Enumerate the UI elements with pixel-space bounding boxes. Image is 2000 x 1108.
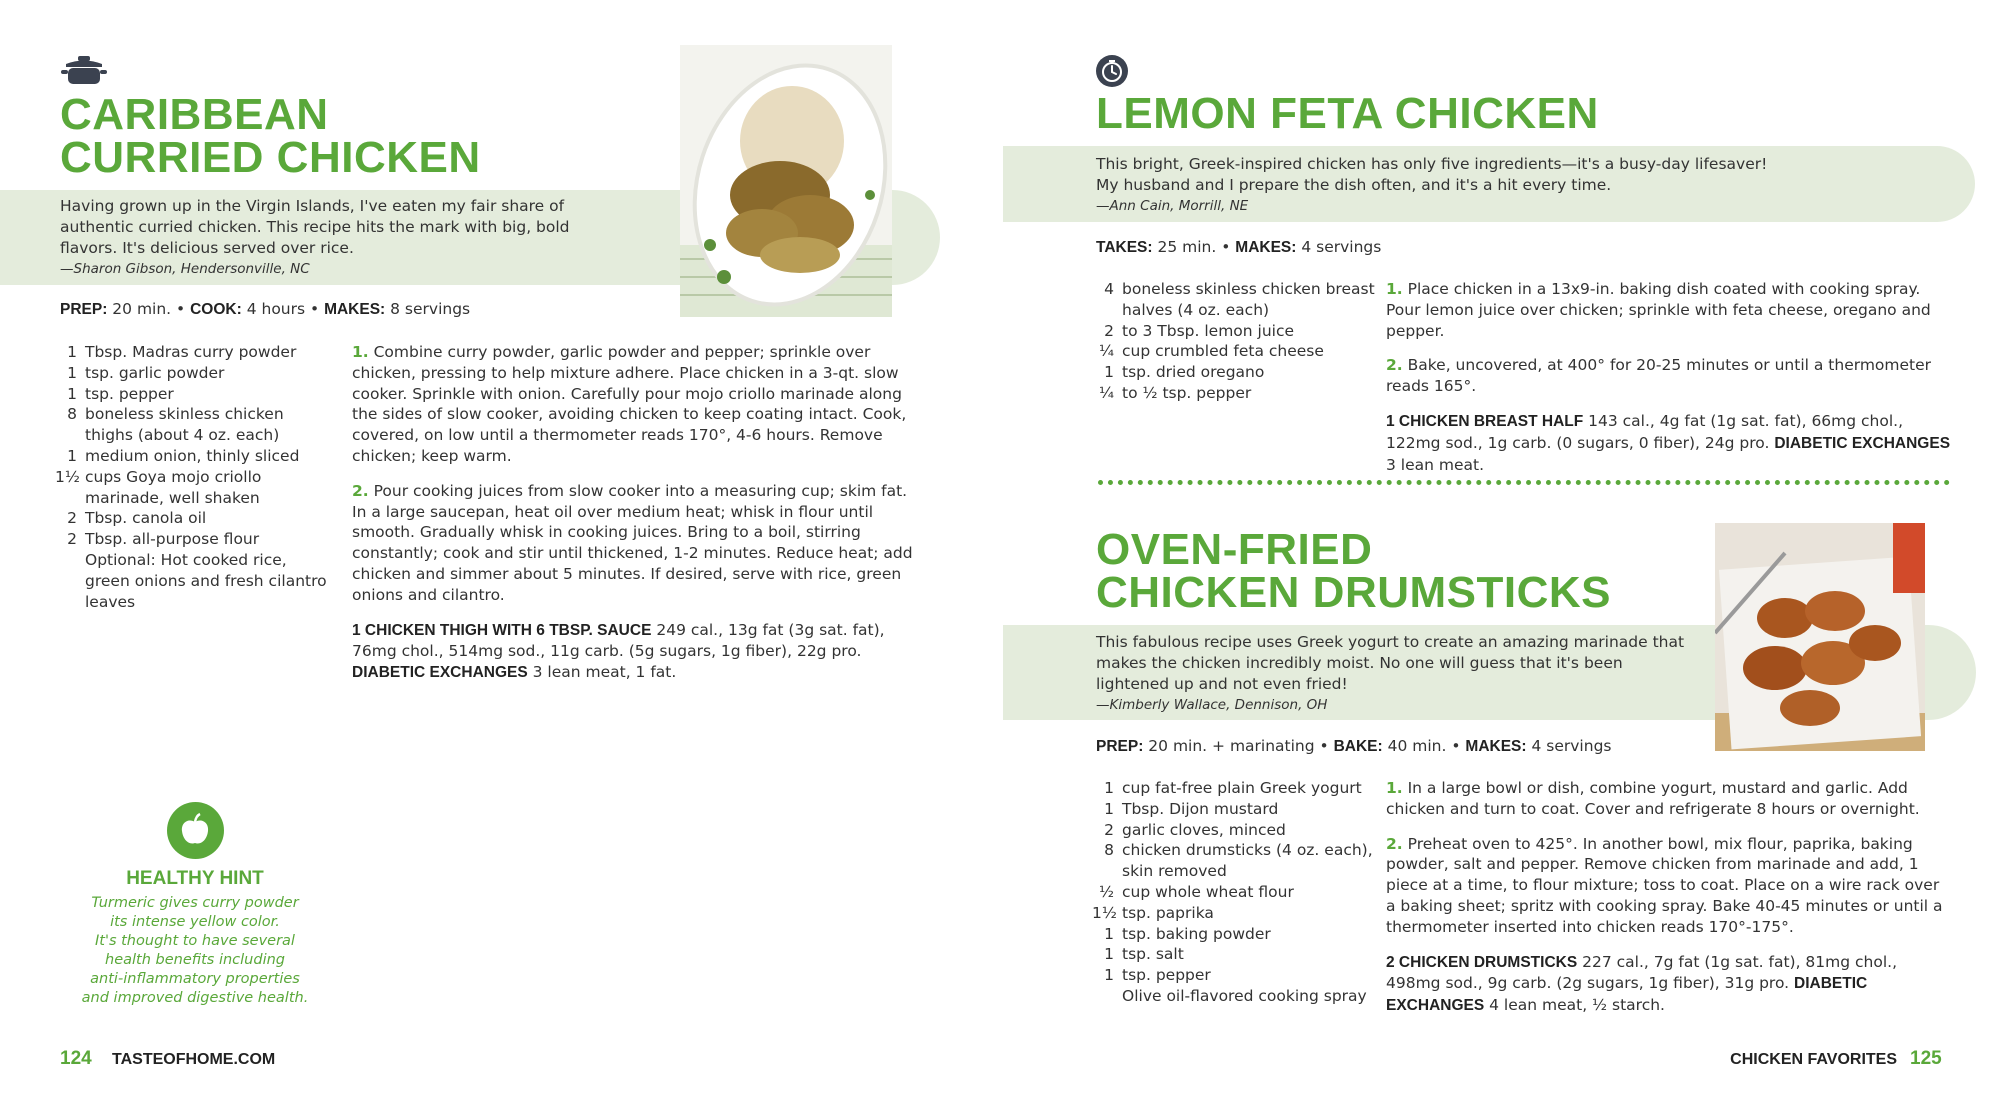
list-item: 1 Tbsp. Dijon mustard	[1104, 799, 1279, 818]
recipe-intro: This bright, Greek-inspired chicken has only five ingredients—it's a busy-day lifesaver! My husband and I prepare the dish often, and it's a hit every time. —Ann Cain, Morrill, NE	[1096, 154, 1936, 217]
list-item: 2 Tbsp. canola oil	[67, 509, 207, 528]
list-item: 1 cup fat-free plain Greek yogurt	[1104, 779, 1362, 797]
list-item: 1 tsp. salt	[1104, 945, 1184, 964]
apple-icon	[167, 802, 224, 859]
caribbean-chicken-photo	[680, 45, 892, 317]
list-item: 1 medium onion, thinly sliced	[67, 446, 300, 465]
list-item: 1 Tbsp. Madras curry powder	[67, 343, 297, 361]
list-item: 1 tsp. dried oregano	[1104, 363, 1265, 382]
list-item: 2 to 3 Tbsp. lemon juice	[1104, 321, 1295, 340]
ingredient-list	[1092, 778, 1382, 1007]
recipe-steps	[1386, 778, 1951, 1031]
list-item: 4 boneless skinless chicken breast halves (4 oz. each)	[1104, 280, 1375, 319]
section-divider	[1098, 480, 1950, 485]
step: 2. Preheat oven to 425°. In another bowl, mix flour, paprika, baking powder, salt and pepper. Remove chicken from marinade and add, 1 piece at a time, to flour mixture; toss to coat. Place on a wire rack over a baking sheet; spritz with cooking spray. Bake 40-45 minutes or until a thermometer inserted into chicken reads 170°-175°.	[1386, 834, 1943, 936]
list-item: 1 tsp. baking powder	[1104, 924, 1271, 943]
healthy-hint-text: Turmeric gives curry powder its intense yellow color. It's thought to have several health benefits including anti-inflammatory properties and improved digestive health.	[81, 895, 309, 1006]
list-item: 1 tsp. pepper	[67, 384, 174, 403]
page-number-left: 124	[60, 1048, 92, 1069]
page-number-right: 125	[1910, 1048, 1942, 1069]
list-item: 8 boneless skinless chicken thighs (about 4 oz. each)	[67, 405, 284, 445]
ingredient-list	[55, 342, 335, 612]
list-item: 8 chicken drumsticks (4 oz. each), skin removed	[1104, 841, 1373, 881]
ingredient-list	[1092, 279, 1382, 404]
list-item: ¼ to ½ tsp. pepper	[1098, 383, 1252, 402]
recipe-meta: PREP: 20 min. + marinating • BAKE: 40 min. • MAKES: 4 servings	[1096, 737, 1612, 755]
nutrition-facts: 2 CHICKEN DRUMSTICKS 227 cal., 7g fat (1g sat. fat), 81mg chol., 498mg sod., 9g carb. (2g sugars, 1g fiber), 31g pro. DIABETIC EXCHANGES 4 lean meat, ½ starch.	[1386, 952, 1898, 1015]
section-name: CHICKEN FAVORITES	[1730, 1051, 1897, 1068]
step: 1. In a large bowl or dish, combine yogurt, mustard and garlic. Add chicken and turn to coat. Cover and refrigerate 8 hours or overnight.	[1386, 779, 1920, 818]
list-item: Olive oil-flavored cooking spray	[1122, 986, 1367, 1005]
recipe-meta: TAKES: 25 min. • MAKES: 4 servings	[1096, 238, 1382, 256]
step: 2. Pour cooking juices from slow cooker into a measuring cup; skim fat. In a large saucepan, heat oil over medium heat; whisk in flour until smooth. Gradually whisk in cooking juices. Bring to a boil, stirring constantly; cook and stir until thickened, 1-2 minutes. Reduce heat; add chicken and simmer about 5 minutes. If desired, serve with rice, green onions and cilantro.	[352, 481, 913, 604]
recipe-meta: PREP: 20 min. • COOK: 4 hours • MAKES: 8 servings	[60, 300, 471, 318]
timer-icon	[1096, 55, 1128, 87]
list-item: ½ cup whole wheat flour	[1098, 882, 1294, 901]
recipe-intro: This fabulous recipe uses Greek yogurt to create an amazing marinade that makes the chicken incredibly moist. No one will guess that it's been lightened up and not even fried! —Kimberly Wallace, Dennison, OH	[1096, 632, 1686, 716]
list-item: 1½ cups Goya mojo criollo marinade, well shaken	[55, 467, 262, 507]
recipe-title: OVEN-FRIED CHICKEN DRUMSTICKS	[1096, 525, 1611, 617]
recipe-title: CARIBBEAN CURRIED CHICKEN	[60, 90, 481, 182]
drumsticks-photo	[1715, 523, 1925, 751]
recipe-intro: Having grown up in the Virgin Islands, I've eaten my fair share of authentic curried chicken. This recipe hits the mark with big, bold flavors. It's delicious served over rice. —Sharon Gibson, Hendersonville, NC	[60, 196, 620, 280]
nutrition-facts: 1 CHICKEN THIGH WITH 6 TBSP. SAUCE 249 cal., 13g fat (3g sat. fat), 76mg chol., 514mg sod., 11g carb. (5g sugars, 1g fiber), 22g pro. DIABETIC EXCHANGES 3 lean meat, 1 fat.	[352, 620, 885, 682]
list-item: 1 tsp. garlic powder	[67, 363, 225, 382]
slow-cooker-icon	[60, 54, 108, 88]
step: 1. Place chicken in a 13x9-in. baking dish coated with cooking spray. Pour lemon juice over chicken; sprinkle with feta cheese, oregano and pepper.	[1386, 280, 1931, 340]
list-item: 1½ tsp. paprika	[1092, 903, 1214, 922]
nutrition-facts: 1 CHICKEN BREAST HALF 143 cal., 4g fat (1g sat. fat), 66mg chol., 122mg sod., 1g carb. (0 sugars, 0 fiber), 24g pro. DIABETIC EXCHANGES 3 lean meat.	[1386, 411, 1951, 474]
recipe-byline: —Ann Cain, Morrill, NE	[1096, 198, 1249, 214]
recipe-steps	[1386, 279, 1951, 489]
recipe-steps	[352, 342, 917, 698]
step: 1. Combine curry powder, garlic powder and pepper; sprinkle over chicken, pressing to help mixture adhere. Place chicken in a 3-qt. slow cooker. Sprinkle with onion. Carefully pour mojo criollo marinade along the sides of slow cooker, avoiding chicken to keep coating intact. Cook, covered, on low until a thermometer reads 170°, 4-6 hours. Remove chicken; keep warm.	[352, 343, 907, 465]
site-name: TASTEOFHOME.COM	[112, 1051, 276, 1068]
recipe-byline: —Kimberly Wallace, Dennison, OH	[1096, 697, 1328, 713]
list-item: Optional: Hot cooked rice, green onions and fresh cilantro leaves	[85, 550, 327, 611]
list-item: 1 tsp. pepper	[1104, 966, 1211, 985]
recipe-title: LEMON FETA CHICKEN	[1096, 89, 1599, 138]
list-item: ¼ cup crumbled feta cheese	[1098, 342, 1324, 361]
healthy-hint-title: HEALTHY HINT	[126, 868, 264, 889]
step: 2. Bake, uncovered, at 400° for 20-25 minutes or until a thermometer reads 165°.	[1386, 356, 1932, 396]
recipe-byline: —Sharon Gibson, Hendersonville, NC	[60, 261, 310, 277]
list-item: 2 Tbsp. all-purpose flour	[67, 530, 260, 549]
list-item: 2 garlic cloves, minced	[1104, 820, 1286, 839]
